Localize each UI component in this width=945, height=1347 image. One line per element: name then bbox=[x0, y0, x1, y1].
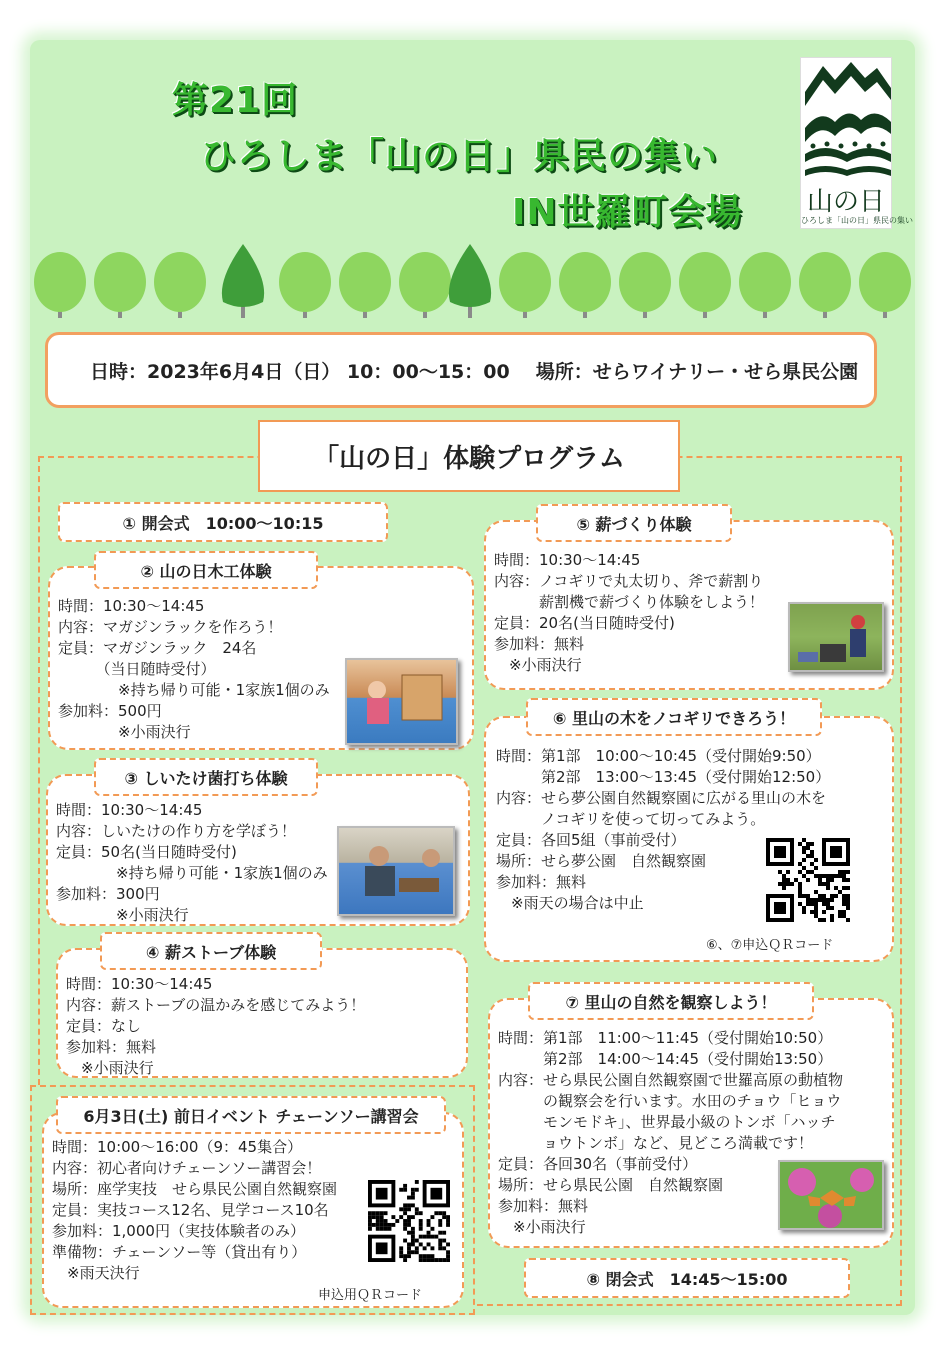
detail-line: ョウトンボ」など、見どころ満載です！ bbox=[498, 1134, 814, 1152]
detail-line: 定員：マガジンラック 24名 bbox=[58, 639, 257, 657]
tree-crown bbox=[619, 252, 671, 312]
detail-line: ※小雨決行 bbox=[66, 1059, 154, 1077]
chainsaw-event-label: 6月3日(土) 前日イベント チェーンソー講習会 bbox=[56, 1096, 446, 1134]
firewood-details bbox=[494, 550, 764, 676]
detail-line: 定員：50名(当日随時受付) bbox=[56, 843, 237, 861]
detail-line: 第2部 14:00～14:45（受付開始13:50） bbox=[498, 1050, 833, 1068]
title-line-2: ひろしま「山の日」県民の集い bbox=[200, 136, 719, 177]
detail-line: 内容：ノコギリで丸太切り、斧で薪割り bbox=[494, 572, 764, 590]
closing-ceremony-label: ⑧ 閉会式 14:45～15:00 bbox=[524, 1258, 850, 1298]
detail-line: （当日随時受付） bbox=[58, 660, 216, 678]
program-title: 「山の日」体験プログラム bbox=[258, 420, 680, 492]
detail-line: 時間：10:30～14:45 bbox=[66, 975, 213, 993]
yama-no-hi-logo bbox=[800, 57, 913, 229]
detail-line: 場所：せら夢公園 自然観察園 bbox=[496, 852, 707, 870]
detail-line: 内容：しいたけの作り方を学ぼう！ bbox=[56, 822, 297, 840]
tree-row-illustration bbox=[30, 240, 915, 330]
detail-line: ※持ち帰り可能・1家族1個のみ bbox=[56, 864, 328, 882]
tree-crown bbox=[154, 252, 206, 312]
logo-text: 山の日 bbox=[806, 187, 885, 217]
detail-line: 内容：せら県民公園自然観察園で世羅高原の動植物 bbox=[498, 1071, 844, 1089]
satoyama-saw-label: ⑥ 里山の木をノコギリできろう！ bbox=[526, 698, 822, 736]
qr-code-program[interactable] bbox=[766, 838, 850, 922]
detail-line: 定員：実技コース12名、見学コース10名 bbox=[52, 1201, 329, 1219]
detail-line: 参加料：1,000円（実技体験者のみ） bbox=[52, 1222, 305, 1240]
butterfly-photo bbox=[778, 1160, 884, 1230]
detail-line: 参加料：500円 bbox=[58, 702, 162, 720]
tree-crown bbox=[222, 244, 264, 307]
title-line-3: IN世羅町会場 bbox=[512, 192, 743, 233]
tree-crown bbox=[799, 252, 851, 312]
woodwork-photo bbox=[345, 658, 458, 745]
tree-crown bbox=[559, 252, 611, 312]
detail-line: 場所：せら県民公園 自然観察園 bbox=[498, 1176, 724, 1194]
detail-line: 内容：薪ストーブの温かみを感じてみよう！ bbox=[66, 996, 366, 1014]
tree-crown bbox=[94, 252, 146, 312]
detail-line: 参加料：無料 bbox=[494, 635, 585, 653]
detail-line: ※小雨決行 bbox=[58, 723, 191, 741]
wood-stove-details bbox=[66, 974, 365, 1079]
shiitake-details bbox=[56, 800, 328, 926]
tree-crown bbox=[499, 252, 551, 312]
tree-crown bbox=[449, 244, 491, 307]
detail-line: 第2部 13:00～13:45（受付開始12:50） bbox=[496, 768, 831, 786]
detail-line: 定員：なし bbox=[66, 1017, 142, 1035]
event-info-bar bbox=[45, 332, 877, 408]
detail-line: 時間：10:30～14:45 bbox=[494, 551, 641, 569]
tree-crown bbox=[859, 252, 911, 312]
qr-caption-program: ⑥、⑦申込ＱＲコード bbox=[706, 938, 834, 953]
detail-line: ノコギリを使って切ってみよう。 bbox=[496, 810, 766, 828]
detail-line: 準備物：チェーンソー等（貸出有り） bbox=[52, 1243, 307, 1261]
chainsaw-event-details bbox=[52, 1137, 337, 1284]
tree-crown bbox=[679, 252, 731, 312]
detail-line: 参加料：無料 bbox=[496, 873, 587, 891]
detail-line: 定員：20名(当日随時受付) bbox=[494, 614, 675, 632]
detail-line: 時間：第1部 11:00～11:45（受付開始10:50） bbox=[498, 1029, 833, 1047]
detail-line: 時間：10:30～14:45 bbox=[58, 597, 205, 615]
detail-line: ※小雨決行 bbox=[56, 906, 189, 924]
tree-crown bbox=[34, 252, 86, 312]
detail-line: 内容：せら夢公園自然観察園に広がる里山の木を bbox=[496, 789, 827, 807]
detail-line: 参加料：300円 bbox=[56, 885, 160, 903]
detail-line: 定員：各回5組（事前受付） bbox=[496, 831, 686, 849]
mountain-logo-icon bbox=[801, 58, 893, 180]
shiitake-label: ③ しいたけ菌打ち体験 bbox=[94, 758, 318, 796]
nature-observation-label: ⑦ 里山の自然を観察しよう！ bbox=[528, 982, 814, 1020]
tree-crown bbox=[399, 252, 451, 312]
detail-line: 参加料：無料 bbox=[66, 1038, 157, 1056]
firewood-label: ⑤ 薪づくり体験 bbox=[536, 504, 732, 542]
opening-ceremony-label: ① 開会式 10:00～10:15 bbox=[58, 502, 388, 542]
detail-line: ※雨天の場合は中止 bbox=[496, 894, 644, 912]
event-place: 場所：せらワイナリー・せら県民公園 bbox=[535, 360, 859, 383]
detail-line: 場所：座学実技 せら県民公園自然観察園 bbox=[52, 1180, 338, 1198]
detail-line: 時間：10:00～16:00（9：45集合） bbox=[52, 1138, 303, 1156]
detail-line: 薪割機で薪づくり体験をしよう！ bbox=[494, 593, 765, 611]
detail-line: ※持ち帰り可能・1家族1個のみ bbox=[58, 681, 330, 699]
detail-line: 定員：各回30名（事前受付） bbox=[498, 1155, 698, 1173]
detail-line: 参加料：無料 bbox=[498, 1197, 589, 1215]
detail-line: 内容：初心者向けチェーンソー講習会！ bbox=[52, 1159, 322, 1177]
detail-line: モンモドキ」、世界最小級のトンボ「ハッチ bbox=[498, 1113, 836, 1131]
detail-line: 内容：マガジンラックを作ろう！ bbox=[58, 618, 283, 636]
event-datetime: 日時：2023年6月4日（日） 10：00～15：00 bbox=[90, 360, 510, 383]
tree-crown bbox=[739, 252, 791, 312]
logo-subtext: ひろしま「山の日」県民の集い bbox=[801, 216, 913, 225]
wood-stove-label: ④ 薪ストーブ体験 bbox=[100, 932, 322, 970]
detail-line: 時間：第1部 10:00～10:45（受付開始9:50） bbox=[496, 747, 821, 765]
detail-line: 時間：10:30～14:45 bbox=[56, 801, 203, 819]
woodwork-details bbox=[58, 596, 330, 743]
firewood-photo bbox=[788, 602, 884, 672]
detail-line: ※雨天決行 bbox=[52, 1264, 140, 1282]
shiitake-photo bbox=[337, 826, 455, 916]
woodwork-label: ② 山の日木工体験 bbox=[94, 551, 318, 589]
detail-line: ※小雨決行 bbox=[494, 656, 582, 674]
detail-line: の観察会を行います。水田のチョウ「ヒョウ bbox=[498, 1092, 842, 1110]
tree-crown bbox=[279, 252, 331, 312]
title-line-1: 第21回 bbox=[172, 80, 299, 121]
qr-code-chainsaw[interactable] bbox=[368, 1180, 450, 1262]
tree-crown bbox=[339, 252, 391, 312]
detail-line: ※小雨決行 bbox=[498, 1218, 586, 1236]
qr-caption-chainsaw: 申込用ＱＲコード bbox=[318, 1288, 423, 1303]
